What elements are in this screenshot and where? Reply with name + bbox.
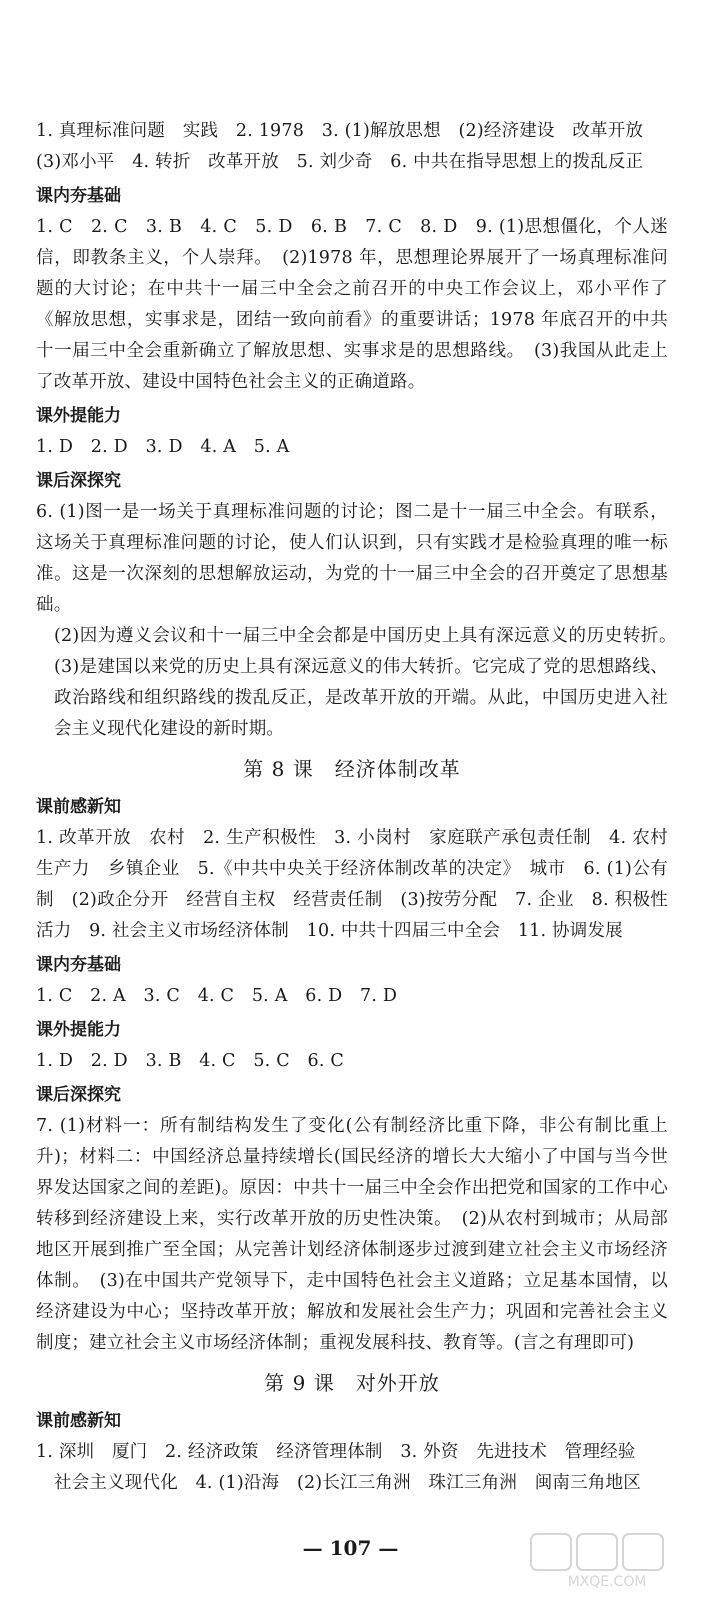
answer-line: 1. D 2. D 3. D 4. A 5. A xyxy=(36,437,290,457)
answer-paragraph: (2)因为遵义会议和十一届三中全会都是中国历史上具有深远意义的历史转折。 (3)是建国以来党的历史上具有深远意义的伟大转折。它完成了党的思想路线、政治路线和组织路线的拨乱反正，是改革开放的开端。从此，中国历史进入社会主义现代化建设的新时期。 xyxy=(54,626,686,739)
answer-line: 1. C 2. A 3. C 4. C 5. A 6. D 7. D xyxy=(36,986,398,1006)
answer-paragraph: 7. (1)材料一：所有制结构发生了变化(公有制经济比重下降，非公有制比重上升)；材料二：中国经济总量持续增长(国民经济的增长大大缩小了中国与当今世界发达国家之间的差距)。原因：中共十一届三中全会作出把党和国家的工作中心转移到经济建设上来，实行改革开放的历史性决策。 (2)从农村到城市；从局部地区开展到推广至全国；从完善计划经济体制逐步过渡到建立社会主义市场经济体制。 (3)在中国共产党领导下，走中国特色社会主义道路；立足基本国情，以经济建设为中心；坚持改革开放；解放和发展社会生产力；巩固和完善社会主义制度；建立社会主义市场经济体制；重视发展科技、教育等。(言之有理即可) xyxy=(36,1116,668,1353)
answer-paragraph: 1. C 2. C 3. B 4. C 5. D 6. B 7. C 8. D 9. (1)思想僵化，个人迷信，即教条主义，个人崇拜。 (2)1978 年，思想理论界展开了一场真理标准问题的大讨论；在中共十一届三中全会之前召开的中央工作会议上，邓小平作了《解放思想，实事求是，团结一致向前看》的重要讲话；1978 年底召开的中共十一届三中全会重新确立了解放思想、实事求是的思想路线。 (3)我国从此走上了改革开放、建设中国特色社会主义的正确道路。 xyxy=(36,217,668,392)
page-number: — 107 — xyxy=(302,1536,399,1560)
answer-line: 1. 真理标准问题 实践 2. 1978 3. (1)解放思想 (2)经济建设 改革开放 xyxy=(36,121,644,141)
watermark-logo xyxy=(527,1528,687,1592)
section-heading: 课前感新知 xyxy=(36,1411,121,1431)
section-heading: 课外提能力 xyxy=(36,406,121,426)
section-heading: 课前感新知 xyxy=(36,797,121,817)
section-heading: 课内夯基础 xyxy=(36,955,121,975)
answer-line: 社会主义现代化 4. (1)沿海 (2)长江三角洲 珠江三角洲 闽南三角地区 xyxy=(54,1473,641,1493)
answer-paragraph: 6. (1)图一是一场关于真理标准问题的讨论；图二是十一届三中全会。有联系，这场关于真理标准问题的讨论，使人们认识到，只有实践才是检验真理的唯一标准。这是一次深刻的思想解放运动，为党的十一届三中全会的召开奠定了思想基础。 xyxy=(36,502,668,615)
section-heading: 课后深探究 xyxy=(36,1085,121,1105)
answer-line: 1. D 2. D 3. B 4. C 5. C 6. C xyxy=(36,1051,344,1071)
watermark-text: MXQE.COM xyxy=(567,1574,647,1590)
lesson-title: 第 8 课 经济体制改革 xyxy=(243,757,461,781)
answer-line: (3)邓小平 4. 转折 改革开放 5. 刘少奇 6. 中共在指导思想上的拨乱反正 xyxy=(36,152,644,172)
answer-content xyxy=(36,116,686,1499)
lesson-title: 第 9 课 对外开放 xyxy=(264,1371,440,1395)
section-heading: 课外提能力 xyxy=(36,1020,121,1040)
answer-line: 1. 深圳 厦门 2. 经济政策 经济管理体制 3. 外资 先进技术 管理经验 xyxy=(36,1442,636,1462)
answer-paragraph: 1. 改革开放 农村 2. 生产积极性 3. 小岗村 家庭联产承包责任制 4. 农村生产力 乡镇企业 5.《中共中央关于经济体制改革的决定》 城市 6. (1)公有制 (2)政企分开 经营自主权 经营责任制 (3)按劳分配 7. 企业 8. 积极性 活力 9. 社会主义市场经济体制 10. 中共十四届三中全会 11. 协调发展 xyxy=(36,828,686,941)
section-heading: 课内夯基础 xyxy=(36,186,121,206)
section-heading: 课后深探究 xyxy=(36,471,121,491)
